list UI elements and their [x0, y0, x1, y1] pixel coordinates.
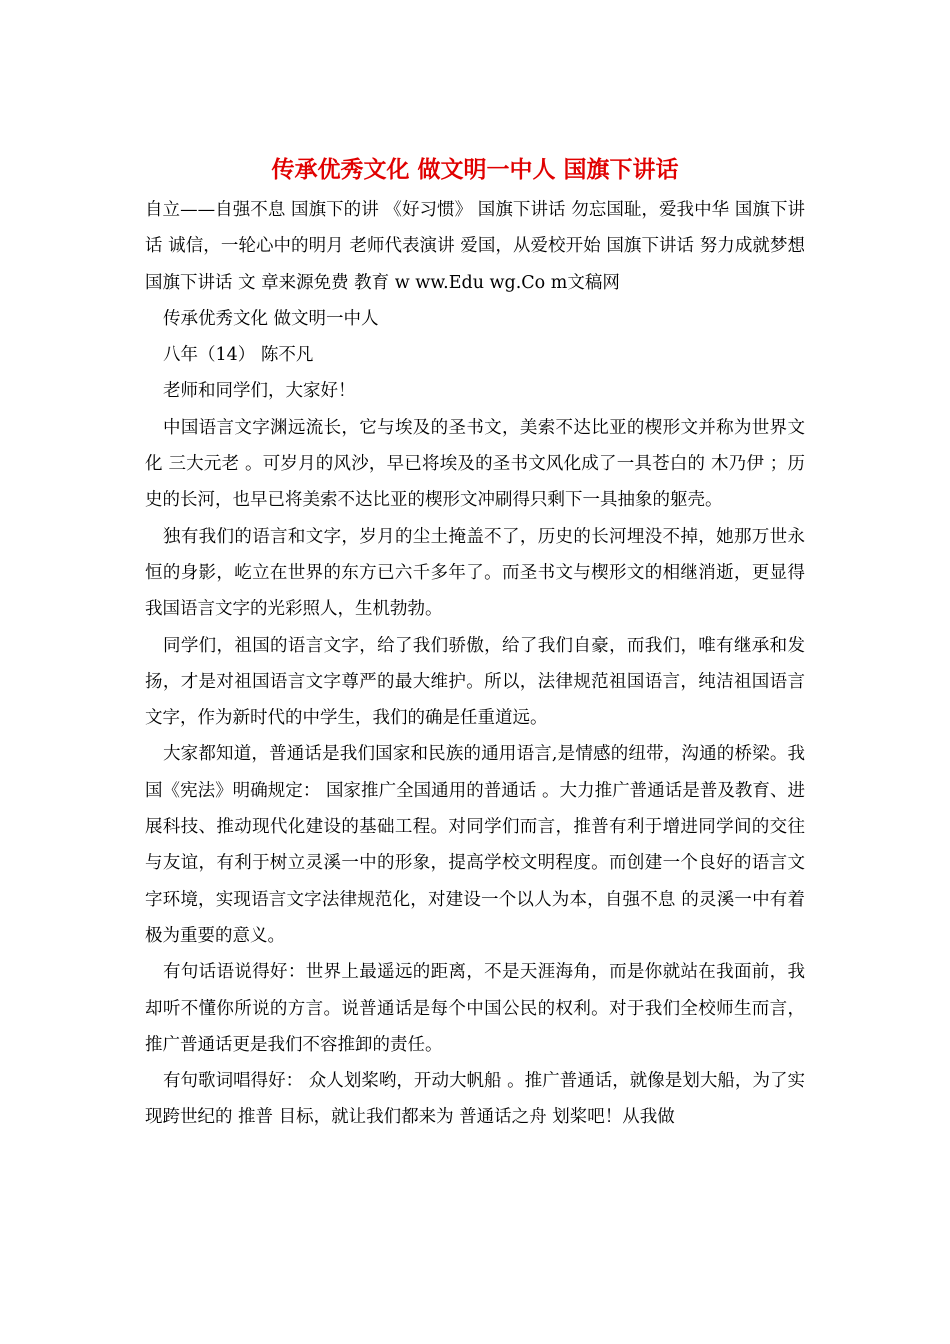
body-paragraph: 大家都知道，普通话是我们国家和民族的通用语言,是情感的纽带，沟通的桥梁。我国《宪法》明确规定： 国家推广全国通用的普通话 。大力推广普通话是普及教育、进展科技、推动现代化建设的基础工程。对同学们而言，推普有利于增进同学间的交往与友谊，有利于树立灵溪一中的形象，提高学校文明程度。而创建一个良好的语言文字环境，实现语言文字法律规范化，对建设一个以人为本，自强不息 的灵溪一中有着极为重要的意义。 — [145, 744, 805, 946]
document-title: 传承优秀文化 做文明一中人 国旗下讲话 — [271, 157, 679, 183]
greeting-line: 老师和同学们，大家好！ — [163, 381, 356, 402]
document-page — [145, 150, 805, 1136]
body-paragraph: 有句歌词唱得好： 众人划桨哟，开动大帆船 。推广普通话，就像是划大船，为了实现跨世纪的 推普 目标，就让我们都来为 普通话之舟 划桨吧！从我做 — [145, 1071, 805, 1128]
speaker-line: 八年（14） 陈不凡 — [163, 345, 314, 366]
body-paragraph: 同学们，祖国的语言文字，给了我们骄傲，给了我们自豪，而我们，唯有继承和发扬，才是对祖国语言文字尊严的最大维护。所以，法律规范祖国语言，纯洁祖国语言文字，作为新时代的中学生，我们的确是任重道远。 — [145, 635, 805, 729]
intro-paragraph: 自立——自强不息 国旗下的讲 《好习惯》 国旗下讲话 勿忘国耻，爱我中华 国旗下讲话 诚信，一轮心中的明月 老师代表演讲 爱国，从爱校开始 国旗下讲话 努力成就梦想 国旗下讲话 文 章来源免费 教育 w ww.Edu wg.Co m文稿网 — [145, 200, 805, 293]
body-paragraph: 独有我们的语言和文字，岁月的尘土掩盖不了，历史的长河埋没不掉，她那万世永恒的身影，屹立在世界的东方已六千多年了。而圣书文与楔形文的相继消逝，更显得我国语言文字的光彩照人，生机勃勃。 — [145, 526, 805, 620]
body-paragraph: 有句话语说得好：世界上最遥远的距离，不是天涯海角，而是你就站在我面前，我却听不懂你所说的方言。说普通话是每个中国公民的权利。对于我们全校师生而言，推广普通话更是我们不容推卸的责任。 — [145, 962, 805, 1055]
speech-title-line: 传承优秀文化 做文明一中人 — [163, 308, 379, 329]
body-paragraph: 中国语言文字渊远流长，它与埃及的圣书文，美索不达比亚的楔形文并称为世界文化 三大元老 。可岁月的风沙，早已将埃及的圣书文风化成了一具苍白的 木乃伊 ；历史的长河，也早已将美索不达比亚的楔形文冲刷得只剩下一具抽象的躯壳。 — [145, 417, 805, 511]
